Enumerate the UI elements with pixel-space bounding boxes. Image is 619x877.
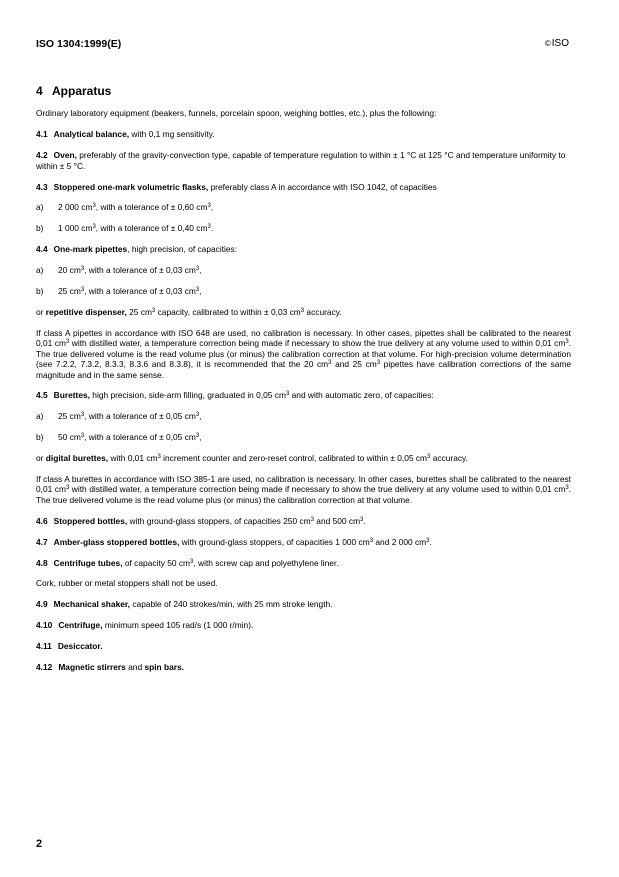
clause-4-1: 4.1 Analytical balance, with 0,1 mg sensitivity. <box>36 129 215 140</box>
page-number: 2 <box>36 838 43 850</box>
pipette-calibration-paragraph: If class A pipettes in accordance with ISO 648 are used, no calibration is necessary. In other cases, pipettes shall be calibrated to the nearest 0,01 $cm^3$ with distilled water, a temperature correction being made if necessary to show the true delivery at any volume used to within 0,01 $cm^3$. The true delivered volume is the read volume plus (or minus) the calibration correction at that volume. For high-precision volume determination (see 7.2.2, 7.3.2, 8.3.3, 8.3.6 and 8.3.8), it is recommended that the 20 $cm^3$ and 25 $cm^3$ pipettes have calibration corrections of the same magnitude and in the same sense. <box>36 327 571 380</box>
clause-4-8: 4.8 Centrifuge tubes, of capacity 50 $cm^3$, with screw cap and polyethylene liner. <box>36 557 339 568</box>
clause-4-2: 4.2 Oven, preferably of the gravity-convection type, capable of temperature regulation to within ± 1 °C at 125 °C and temperature uniformity to within ± 5 °C. <box>36 150 566 171</box>
list-item: b) 1 000 $cm^3$, with a tolerance of ± 0,40 $cm^3$. <box>36 223 214 234</box>
list-item: a) 2 000 $cm^3$, with a tolerance of ± 0,60 $cm^3$, <box>36 202 214 213</box>
clause-4-4-alternative: or repetitive dispenser, 25 $cm^3$ capacity, calibrated to within ± 0,03 $cm^3$ accuracy. <box>36 306 342 317</box>
section-heading <box>36 86 571 96</box>
clause-4-4: 4.4 One-mark pipettes, high precision, of capacities: <box>36 244 238 255</box>
clause-4-9: 4.9 Mechanical shaker, capable of 240 strokes/min, with 25 mm stroke length. <box>36 599 333 610</box>
document-id: ISO 1304:1999(E) <box>36 38 122 50</box>
list-item: a) 25 $cm^3$, with a tolerance of ± 0,05 $cm^3$, <box>36 411 202 422</box>
clause-4-10: 4.10 Centrifuge, minimum speed 105 rad/s (1 000 r/min). <box>36 620 254 631</box>
section-title: Apparatus <box>52 84 112 98</box>
clause-4-11: 4.11 Desiccator. <box>36 641 103 652</box>
list-item: b) 25 $cm^3$, with a tolerance of ± 0,03 $cm^3$, <box>36 286 202 297</box>
clause-4-5-alternative: or digital burettes, with 0,01 $cm^3$ increment counter and zero-reset control, calibrated to within ± 0,05 $cm^3$ accuracy. <box>36 453 468 464</box>
clause-4-7: 4.7 Amber-glass stoppered bottles, with ground-glass stoppers, of capacities 1 000 $cm^3$ and 2 000 $cm^3$. <box>36 536 432 547</box>
copyright-symbol: © <box>544 39 551 48</box>
document-body <box>36 86 571 683</box>
list-item: a) 20 $cm^3$, with a tolerance of ± 0,03 $cm^3$, <box>36 265 202 276</box>
copyright-owner: ISO <box>551 38 569 49</box>
intro-paragraph: Ordinary laboratory equipment (beakers, funnels, porcelain spoon, weighing bottles, etc.), plus the following: <box>36 108 437 119</box>
clause-4-12: 4.12 Magnetic stirrers and spin bars. <box>36 662 185 673</box>
section-number: 4 <box>36 84 43 98</box>
clause-4-5: 4.5 Burettes, high precision, side-arm filling, graduated in 0,05 $cm^3$ and with automatic zero, of capacities: <box>36 390 434 401</box>
clause-4-3: 4.3 Stoppered one-mark volumetric flasks, preferably class A in accordance with ISO 1042, of capacities <box>36 181 437 192</box>
copyright-notice <box>545 38 569 49</box>
clause-4-6: 4.6 Stoppered bottles, with ground-glass stoppers, of capacities 250 $cm^3$ and 500 $cm^3$. <box>36 515 366 526</box>
burette-calibration-paragraph: If class A burettes in accordance with ISO 385-1 are used, no calibration is necessary. In other cases, burettes shall be calibrated to the nearest 0,01 $cm^3$ with distilled water, a temperature correction being made if necessary to show the true delivery at any volume used to within 0,01 $cm^3$. The true delivered volume is the read volume plus (or minus) the calibration correction at that volume. <box>36 474 571 505</box>
stopper-note: Cork, rubber or metal stoppers shall not be used. <box>36 578 218 589</box>
list-item: b) 50 $cm^3$, with a tolerance of ± 0,05 $cm^3$, <box>36 432 202 443</box>
